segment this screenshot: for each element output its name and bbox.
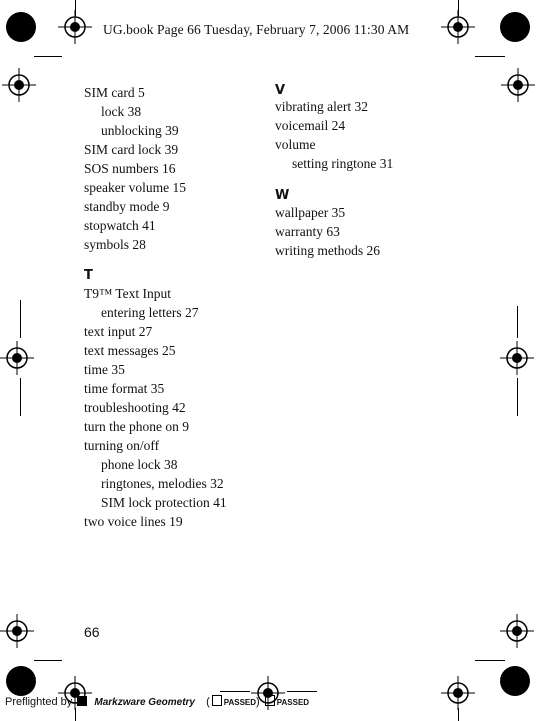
markzware-logo-icon — [77, 696, 87, 706]
crop-mark — [20, 300, 21, 338]
crop-mark — [220, 691, 250, 692]
index-entry: stopwatch 41 — [84, 218, 156, 233]
crosshair-target-icon — [0, 341, 34, 375]
registration-dot-icon — [6, 666, 36, 696]
crop-mark — [34, 56, 62, 57]
index-entry: SIM card lock 39 — [84, 142, 179, 157]
crosshair-target-icon — [500, 614, 534, 648]
crosshair-target-icon — [500, 341, 534, 375]
page-number: 66 — [84, 624, 100, 640]
index-subentry: ringtones, melodies 32 — [101, 476, 224, 491]
index-entry: wallpaper 35 — [275, 205, 346, 220]
running-header: UG.book Page 66 Tuesday, February 7, 2006 11:30 AM — [103, 22, 410, 37]
checkbox-icon — [265, 695, 275, 706]
index-entry: voicemail 24 — [275, 118, 346, 133]
crosshair-target-icon — [501, 68, 535, 102]
crop-mark — [75, 0, 76, 16]
index-entry: standby mode 9 — [84, 199, 170, 214]
index-subentry: lock 38 — [101, 104, 142, 119]
crop-mark — [517, 378, 518, 416]
index-entry: T9™ Text Input — [84, 286, 172, 301]
index-entry: troubleshooting 42 — [84, 400, 186, 415]
preflight-footer: Preflighted by Markzware Geometry ( PASSED) PASSED — [5, 696, 310, 708]
crop-mark — [475, 660, 505, 661]
index-subentry: entering letters 27 — [101, 305, 199, 320]
section-heading-w: W — [275, 188, 290, 203]
registration-dot-icon — [6, 12, 36, 42]
index-subentry: setting ringtone 31 — [292, 156, 394, 171]
crosshair-target-icon — [441, 676, 475, 710]
index-entry: warranty 63 — [275, 224, 340, 239]
preflight-label: Preflighted by — [5, 696, 73, 708]
crop-mark — [458, 708, 459, 721]
index-subentry: phone lock 38 — [101, 457, 178, 472]
crop-mark — [20, 378, 21, 416]
index-entry: text input 27 — [84, 324, 153, 339]
index-subentry: unblocking 39 — [101, 123, 179, 138]
index-entry: speaker volume 15 — [84, 180, 186, 195]
crop-mark — [287, 691, 317, 692]
registration-dot-icon — [500, 666, 530, 696]
index-entry: turning on/off — [84, 438, 160, 453]
preflight-logo-text: Markzware Geometry — [94, 697, 195, 708]
crop-mark — [458, 0, 459, 16]
index-entry: writing methods 26 — [275, 243, 380, 258]
registration-dot-icon — [500, 12, 530, 42]
crop-mark — [475, 56, 505, 57]
index-entry: volume — [275, 137, 316, 152]
checkbox-icon — [212, 695, 222, 706]
passed-label: PASSED — [223, 698, 257, 707]
index-entry: two voice lines 19 — [84, 514, 183, 529]
crosshair-target-icon — [0, 614, 34, 648]
section-heading-v: V — [275, 83, 286, 98]
index-entry: SOS numbers 16 — [84, 161, 176, 176]
crop-mark — [517, 306, 518, 338]
index-entry: symbols 28 — [84, 237, 146, 252]
crop-mark — [34, 660, 62, 661]
section-heading-t: T — [84, 268, 93, 283]
index-entry: time format 35 — [84, 381, 165, 396]
index-entry: vibrating alert 32 — [275, 99, 368, 114]
index-subentry: SIM lock protection 41 — [101, 495, 227, 510]
index-entry: time 35 — [84, 362, 125, 377]
crosshair-target-icon — [2, 68, 36, 102]
index-entry: SIM card 5 — [84, 85, 145, 100]
index-entry: turn the phone on 9 — [84, 419, 189, 434]
crop-mark — [75, 708, 76, 721]
index-entry: text messages 25 — [84, 343, 176, 358]
passed-label: PASSED — [276, 698, 310, 707]
